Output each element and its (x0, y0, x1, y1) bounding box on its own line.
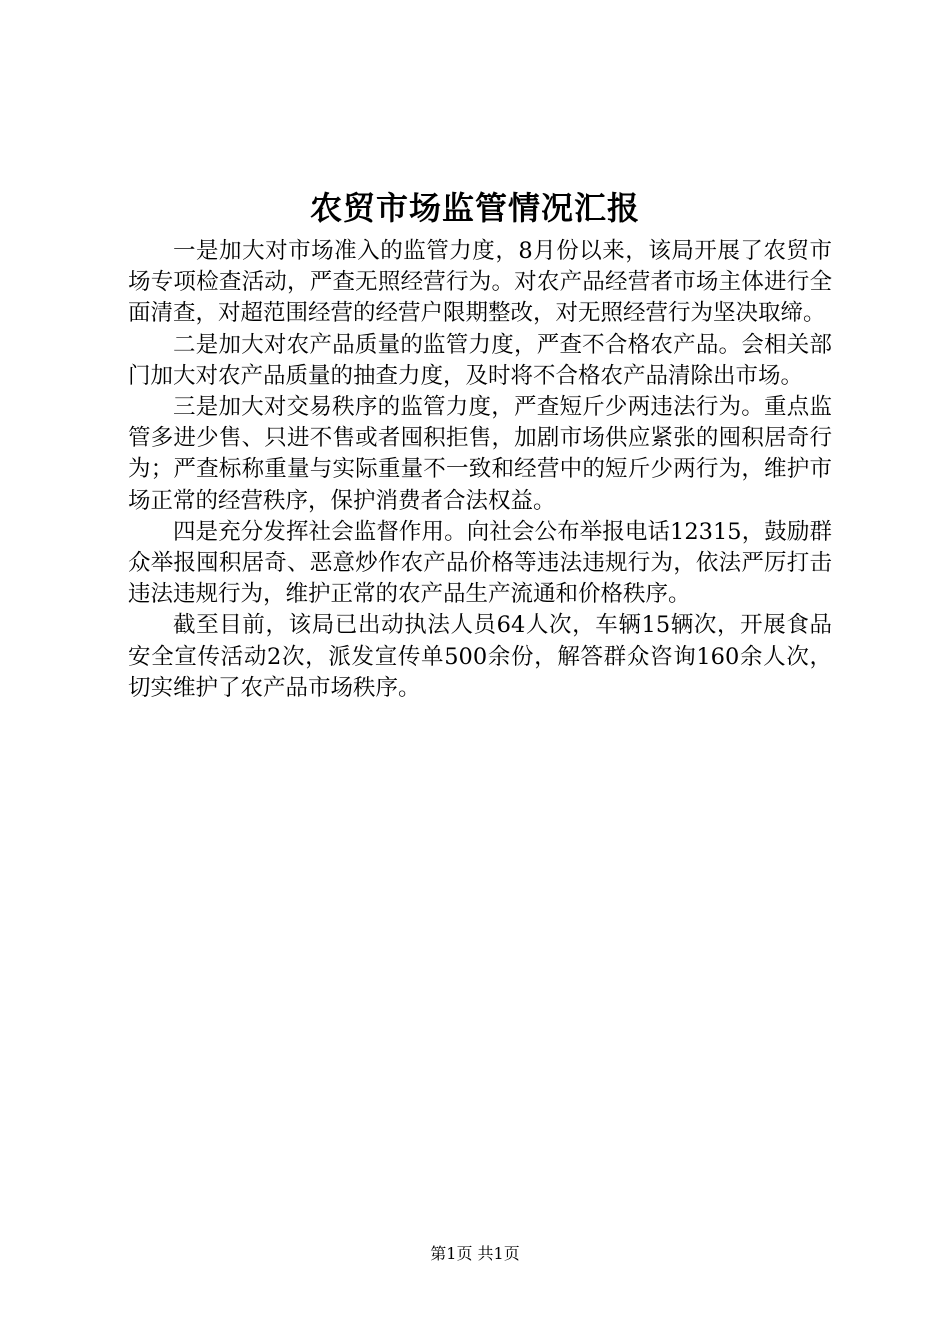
paragraph-market-access: 一是加大对市场准入的监管力度，8月份以来，该局开展了农贸市场专项检查活动，严查无照经营行为。对农产品经营者市场主体进行全面清查，对超范围经营的经营户限期整改，对无照经营行为坚决取缔。 (128, 238, 832, 327)
paragraph-social-supervision: 四是充分发挥社会监督作用。向社会公布举报电话12315，鼓励群众举报囤积居奇、恶意炒作农产品价格等违法违规行为，依法严厉打击违法违规行为，维护正常的农产品生产流通和价格秩序。 (128, 518, 832, 608)
page-number-footer: 第1页 共1页 (430, 1244, 520, 1263)
paragraph-product-quality: 二是加大对农产品质量的监管力度，严查不合格农产品。会相关部门加大对农产品质量的抽查力度，及时将不合格农产品清除出市场。 (128, 331, 832, 389)
paragraph-summary: 截至目前，该局已出动执法人员64人次，车辆15辆次，开展食品安全宣传活动2次，派发宣传单500余份，解答群众咨询160余人次，切实维护了农产品市场秩序。 (128, 612, 832, 701)
document-title: 农贸市场监管情况汇报 (309, 189, 640, 227)
document-body (128, 236, 832, 704)
paragraph-trading-order: 三是加大对交易秩序的监管力度，严查短斤少两违法行为。重点监管多进少售、只进不售或者囤积拒售，加剧市场供应紧张的囤积居奇行为；严查标称重量与实际重量不一致和经营中的短斤少两行为，维护市场正常的经营秩序，保护消费者合法权益。 (128, 394, 832, 514)
